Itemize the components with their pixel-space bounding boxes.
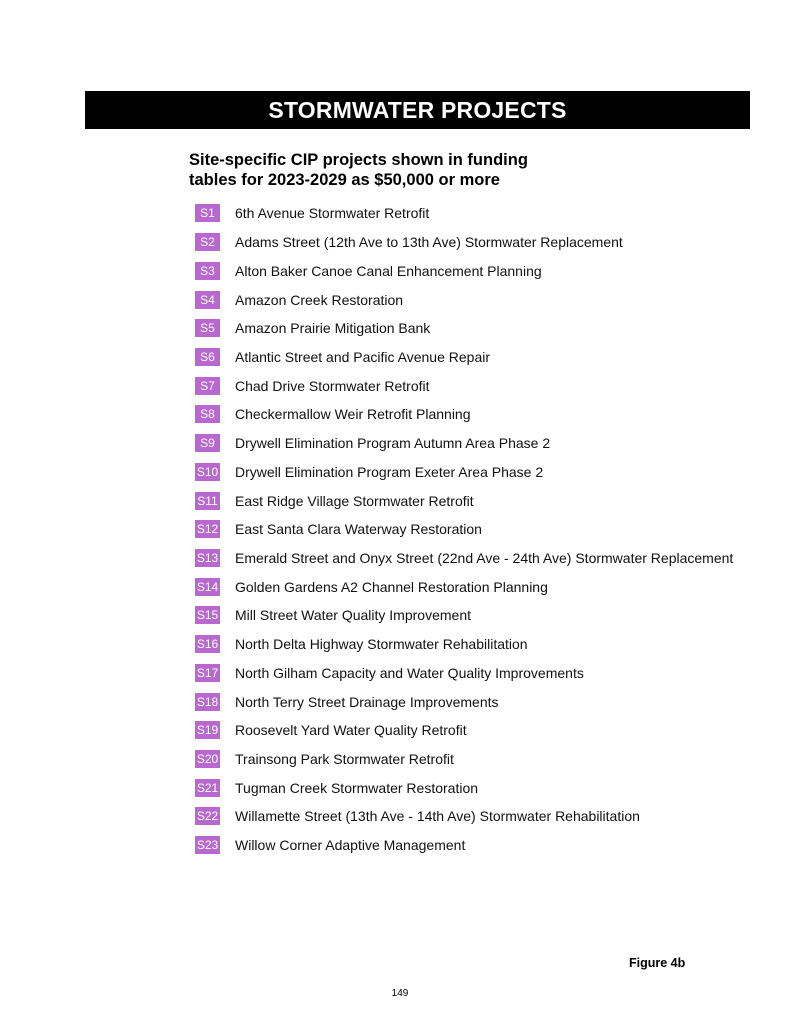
project-name: Amazon Creek Restoration: [235, 291, 404, 308]
project-code-badge: S8: [195, 405, 220, 423]
project-name: Emerald Street and Onyx Street (22nd Ave - 24th Ave) Stormwater Replacement: [235, 549, 734, 566]
project-name: Amazon Prairie Mitigation Bank: [235, 320, 431, 337]
section-subtitle: [189, 150, 609, 190]
project-name: Atlantic Street and Pacific Avenue Repair: [235, 348, 491, 365]
project-name: Willow Corner Adaptive Management: [235, 837, 466, 854]
project-list-item: [195, 400, 733, 429]
project-name: East Santa Clara Waterway Restoration: [235, 521, 482, 538]
project-list-item: [195, 802, 733, 831]
project-name: Alton Baker Canoe Canal Enhancement Planning: [235, 262, 542, 279]
project-code-badge: S22: [196, 809, 219, 824]
project-list-item: [195, 716, 733, 745]
project-code-badge: S6: [195, 348, 220, 366]
project-code-badge: S20: [196, 752, 219, 767]
project-name: Drywell Elimination Program Autumn Area Phase 2: [235, 435, 551, 452]
project-name: 6th Avenue Stormwater Retrofit: [235, 205, 430, 222]
project-code-badge: S5: [195, 319, 220, 337]
project-list-item: [195, 630, 733, 659]
project-name: East Ridge Village Stormwater Retrofit: [235, 492, 474, 509]
project-code-badge: S17: [196, 665, 219, 680]
project-list-item: [195, 343, 733, 372]
project-list-item: [195, 486, 733, 515]
project-name: Chad Drive Stormwater Retrofit: [235, 377, 430, 394]
project-name: North Gilham Capacity and Water Quality Improvements: [235, 664, 584, 681]
project-list-item: [195, 544, 733, 573]
project-code-badge: S23: [196, 838, 219, 853]
project-name: Mill Street Water Quality Improvement: [235, 607, 471, 624]
project-name: Adams Street (12th Ave to 13th Ave) Stormwater Replacement: [235, 234, 623, 251]
project-list-item: [195, 515, 733, 544]
page-title: STORMWATER PROJECTS: [268, 96, 567, 123]
project-list-item: [195, 371, 733, 400]
project-list-item: [195, 601, 733, 630]
project-list-item: [195, 228, 733, 257]
project-code-badge: S15: [196, 608, 219, 623]
project-code-badge: S16: [196, 637, 219, 652]
figure-label: Figure 4b: [629, 956, 686, 970]
project-code-badge: S11: [195, 492, 220, 510]
project-list-item: [195, 199, 733, 228]
project-code-badge: S10: [196, 464, 219, 479]
project-name: Tugman Creek Stormwater Restoration: [235, 779, 479, 796]
project-code-badge: S1: [195, 204, 220, 222]
project-name: Roosevelt Yard Water Quality Retrofit: [235, 722, 467, 739]
project-list-item: [195, 831, 733, 860]
project-list: [195, 199, 733, 860]
subtitle-line-1: Site-specific CIP projects shown in funding: [189, 151, 528, 169]
project-code-badge: S3: [195, 262, 220, 280]
project-list-item: [195, 773, 733, 802]
project-code-badge: S2: [195, 233, 220, 251]
project-list-item: [195, 687, 733, 716]
project-name: Golden Gardens A2 Channel Restoration Planning: [235, 578, 548, 595]
project-list-item: [195, 572, 733, 601]
page-number: 149: [391, 988, 409, 999]
project-code-badge: S19: [196, 723, 219, 738]
project-code-badge: S14: [196, 579, 219, 594]
project-name: North Terry Street Drainage Improvements: [235, 693, 499, 710]
subtitle-line-2: tables for 2023-2029 as $50,000 or more: [189, 171, 500, 189]
project-name: Trainsong Park Stormwater Retrofit: [235, 751, 454, 768]
project-code-badge: S18: [196, 694, 219, 709]
project-code-badge: S21: [196, 780, 219, 795]
project-code-badge: S12: [196, 522, 219, 537]
project-list-item: [195, 659, 733, 688]
project-code-badge: S9: [195, 434, 220, 452]
project-name: Drywell Elimination Program Exeter Area Phase 2: [235, 463, 544, 480]
project-code-badge: S7: [195, 377, 220, 395]
project-name: Checkermallow Weir Retrofit Planning: [235, 406, 471, 423]
project-list-item: [195, 314, 733, 343]
project-list-item: [195, 285, 733, 314]
page-title-banner: [85, 91, 750, 129]
project-list-item: [195, 256, 733, 285]
project-list-item: [195, 429, 733, 458]
project-code-badge: S4: [195, 291, 220, 309]
project-list-item: [195, 457, 733, 486]
project-name: North Delta Highway Stormwater Rehabilitation: [235, 636, 528, 653]
project-code-badge: S13: [196, 550, 219, 565]
project-name: Willamette Street (13th Ave - 14th Ave) Stormwater Rehabilitation: [235, 808, 640, 825]
project-list-item: [195, 745, 733, 774]
